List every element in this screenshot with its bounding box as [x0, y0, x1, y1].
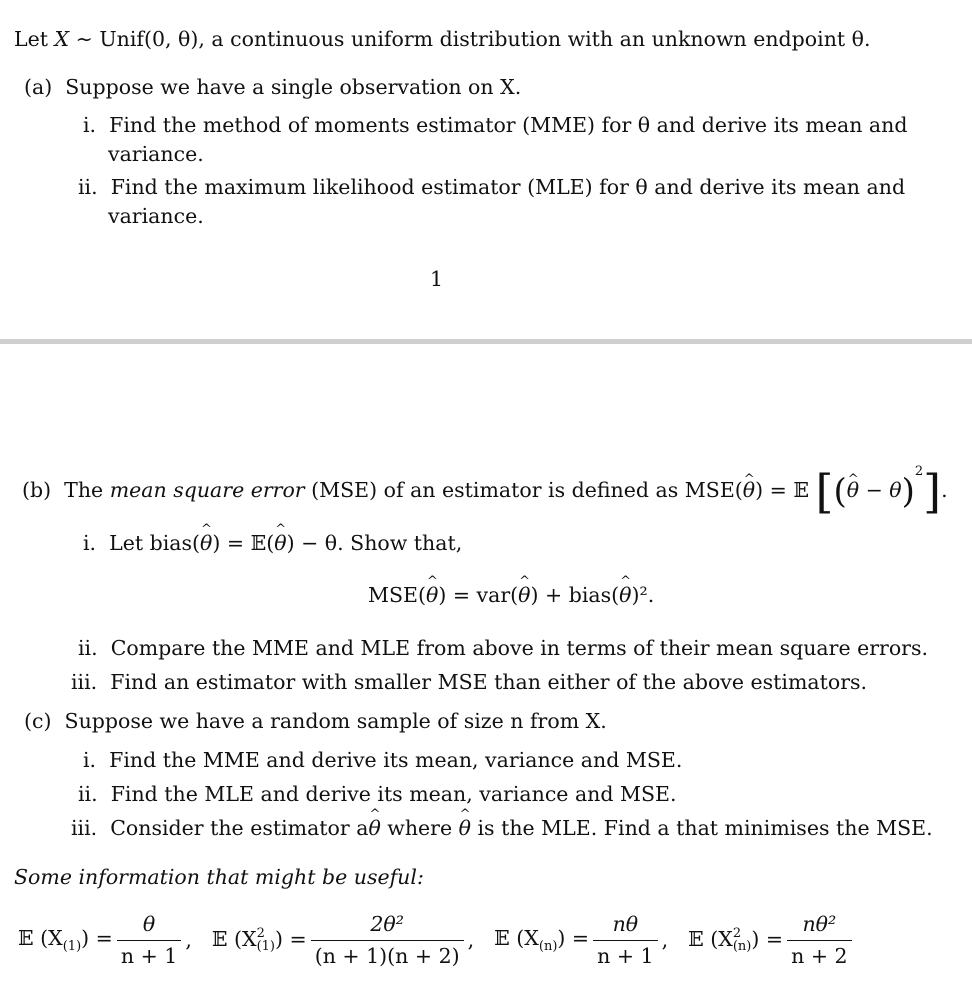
- useful-info-heading: Some information that might be useful:: [14, 865, 424, 889]
- part-a-item-i: i. Find the method of moments estimator (MME) for θ and derive its mean and: [83, 113, 908, 137]
- part-b-heading: (b) The mean square error (MSE) of an estimator is defined as MSE(θ ^) = 𝔼 [(θ ^ − θ)$^2$].: [22, 463, 948, 514]
- part-a-item-i-cont: variance.: [108, 142, 204, 166]
- part-c-item-ii: ii. Find the MLE and derive its mean, variance and MSE.: [78, 782, 677, 806]
- page-separator: [0, 339, 972, 344]
- part-c-item-i: i. Find the MME and derive its mean, variance and MSE.: [83, 748, 683, 772]
- formula-expected-min: 𝔼 $(X_{(1)})$ =: [18, 925, 113, 954]
- part-a-item-ii-cont: variance.: [108, 204, 204, 228]
- part-b-item-i: i. Let bias(θ ^) = 𝔼(θ ^) − θ. Show that,: [83, 533, 462, 554]
- part-a-item-ii: ii. Find the maximum likelihood estimator (MLE) for θ and derive its mean and: [78, 175, 906, 199]
- mse-decomposition-equation: MSE(θ ^) = var(θ ^) + bias(θ ^)².: [368, 585, 654, 606]
- part-c-item-iii: iii. Consider the estimator aθ ^ where θ ^ is the MLE. Find a that minimises the MSE.: [71, 818, 933, 839]
- formula-expected-max-squared-frac: $\frac{\text{nθ²}}{n + 2}$: [787, 912, 851, 968]
- formula-expected-max-squared: 𝔼 (X 2 (n) ) =: [688, 926, 784, 955]
- left-paren: (: [833, 471, 847, 512]
- formula-expected-min-squared: 𝔼 (X 2 (1) ) =: [211, 926, 307, 955]
- intro-line: Let X ∼ Unif(0, θ), a continuous uniform distribution with an unknown endpoint θ.: [14, 27, 871, 51]
- part-b-item-iii: iii. Find an estimator with smaller MSE than either of the above estimators.: [71, 670, 868, 694]
- left-bracket: [: [815, 464, 834, 519]
- useful-formulas-row: 𝔼 $(X_{(1)})$ = $\frac{\theta}{n + 1}$ , 𝔼 (X 2 (1) ) = $\frac{\text{2θ²}}{(n + 1)(n + 2)}$ , 𝔼 $(X_{(n)})$ = $\frac{n\theta}{n + 1}$ , 𝔼 (X 2 (n) ) = $\frac{\text{nθ²}}{n + 2}$: [18, 912, 856, 968]
- part-c-heading: (c) Suppose we have a random sample of size n from X.: [24, 709, 607, 733]
- page-number: 1: [430, 267, 444, 291]
- formula-expected-max: 𝔼 $(X_{(n)})$ =: [494, 925, 590, 954]
- right-paren: ): [901, 471, 915, 512]
- formula-expected-min-squared-frac: $\frac{\text{2θ²}}{(n + 1)(n + 2)}$: [311, 912, 464, 968]
- formula-expected-min-frac: $\frac{\theta}{n + 1}$: [117, 912, 181, 968]
- right-bracket: ]: [923, 464, 942, 519]
- part-a-heading: (a) Suppose we have a single observation on X.: [24, 75, 522, 99]
- part-b-item-ii: ii. Compare the MME and MLE from above in terms of their mean square errors.: [78, 636, 928, 660]
- formula-expected-max-frac: $\frac{n\theta}{n + 1}$: [593, 912, 657, 968]
